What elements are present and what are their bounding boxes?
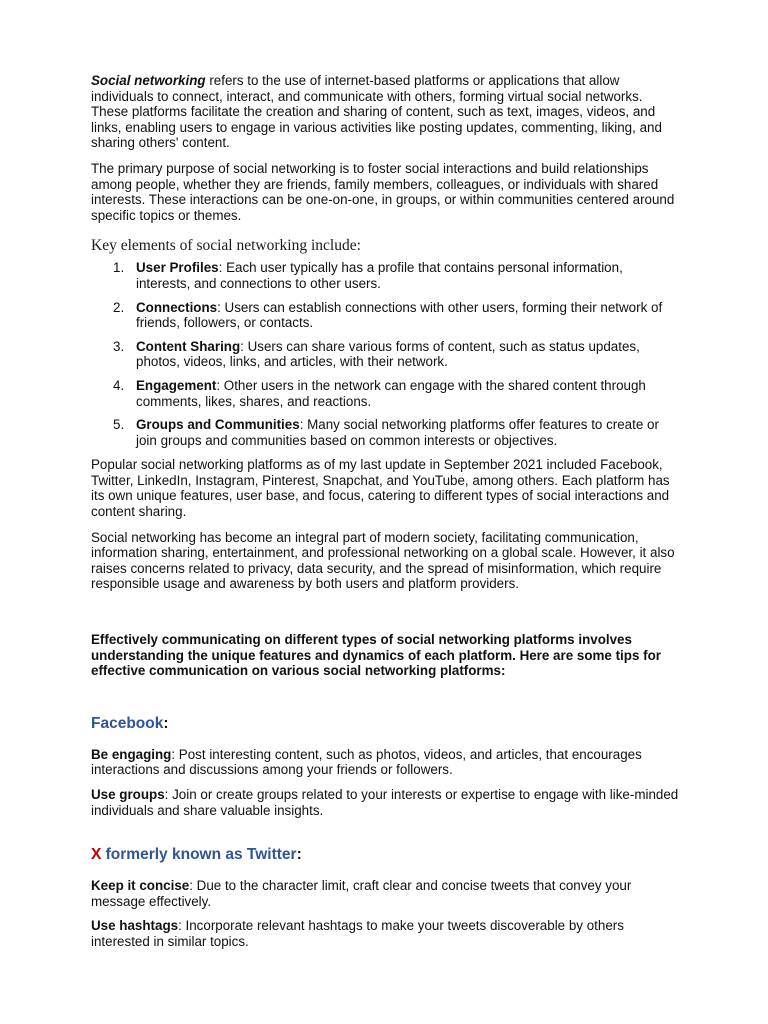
intro-paragraph xyxy=(91,73,680,151)
list-item-title: Engagement xyxy=(136,377,217,393)
key-elements-heading: Key elements of social networking include: xyxy=(91,237,361,255)
tip-title: Keep it concise xyxy=(91,878,190,894)
list-item xyxy=(91,417,680,448)
twitter-heading-name: formerly known as Twitter xyxy=(101,846,297,864)
intro-term: Social networking xyxy=(91,73,206,88)
list-item xyxy=(91,300,680,331)
list-item-title: Content Sharing xyxy=(136,338,241,354)
list-item-text: : Users can share various forms of content, such as status updates, photos, videos, links, and articles, with their network. xyxy=(136,338,640,370)
twitter-heading-colon: : xyxy=(296,846,302,864)
facebook-heading xyxy=(91,715,680,733)
tip-title: Be engaging xyxy=(91,746,172,762)
x-letter: X xyxy=(91,846,102,864)
list-item-text: : Other users in the network can engage with the shared content through comments, likes, shares, and reactions. xyxy=(136,377,646,409)
facebook-tip-groups xyxy=(91,787,680,818)
tip-text: : Join or create groups related to your interests or expertise to engage with like-minded individuals and share valuable insights. xyxy=(91,787,679,818)
modern-society-paragraph: Social networking has become an integral part of modern society, facilitating communication, information sharing, entertainment, and professional networking on a global scale. However, it also raises concerns related to privacy, data security, and the spread of misinformation, which require responsible usage and awareness by both users and platform providers. xyxy=(91,529,675,592)
list-number: 1. xyxy=(113,260,125,276)
tips-intro-paragraph: Effectively communicating on different types of social networking platforms involves understanding the unique features and dynamics of each platform. Here are some tips for effective communication on various social networking platforms: xyxy=(91,632,661,679)
list-item-title: Groups and Communities xyxy=(136,417,300,433)
list-item-title: User Profiles xyxy=(136,260,219,276)
list-number: 5. xyxy=(113,417,125,433)
tip-text: : Post interesting content, such as photos, videos, and articles, that encourages interactions and discussions among your friends or followers. xyxy=(91,746,642,778)
list-item-text: : Many social networking platforms offer features to create or join groups and communities based on common interests or objectives. xyxy=(136,417,659,448)
list-item-text: : Each user typically has a profile that contains personal information, interests, and connections to other users. xyxy=(136,260,623,291)
facebook-heading-name: Facebook xyxy=(91,714,164,732)
list-item-title: Connections xyxy=(136,299,218,315)
list-item xyxy=(91,378,680,409)
list-item-text: : Users can establish connections with other users, forming their network of friends, followers, or contacts. xyxy=(136,299,663,331)
list-item xyxy=(91,260,680,291)
key-elements-list xyxy=(91,260,680,448)
popular-platforms-paragraph: Popular social networking platforms as of my last update in September 2021 included Facebook, Twitter, LinkedIn, Instagram, Pinterest, Snapchat, and YouTube, among others. Each platform has its own unique features, user base, and focus, catering to different types of social interactions and content sharing. xyxy=(91,457,670,520)
tip-text: : Due to the character limit, craft clear and concise tweets that convey your message effectively. xyxy=(91,878,632,909)
tip-title: Use groups xyxy=(91,787,165,802)
facebook-heading-colon: : xyxy=(163,714,169,732)
twitter-tip-concise xyxy=(91,878,680,909)
list-number: 3. xyxy=(113,338,125,354)
list-number: 2. xyxy=(113,299,125,315)
tip-title: Use hashtags xyxy=(91,918,179,934)
twitter-heading xyxy=(91,846,680,864)
twitter-tip-hashtags xyxy=(91,918,680,949)
list-item xyxy=(91,339,680,370)
facebook-tip-engaging xyxy=(91,747,680,778)
tip-text: : Incorporate relevant hashtags to make your tweets discoverable by others interested in similar topics. xyxy=(91,918,624,949)
list-number: 4. xyxy=(113,377,125,393)
purpose-paragraph: The primary purpose of social networking is to foster social interactions and build relationships among people, whether they are friends, family members, colleagues, or individuals with shared interests. These interactions can be one-on-one, in groups, or within communities centered around specific topics or themes. xyxy=(91,160,675,223)
intro-text: refers to the use of internet-based platforms or applications that allow individuals to connect, interact, and communicate with others, forming virtual social networks. These platforms facilitate the creation and sharing of content, such as text, images, videos, and links, enabling users to engage in various activities like posting updates, commenting, liking, and sharing others' content. xyxy=(91,73,662,151)
